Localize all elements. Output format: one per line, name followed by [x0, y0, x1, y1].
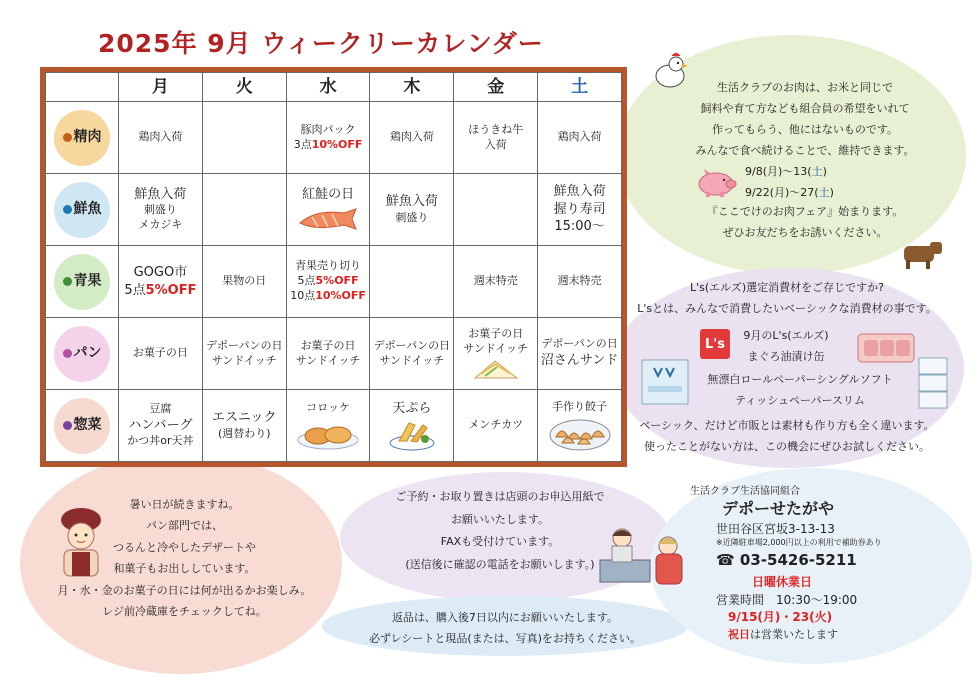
cell-fish-thu: 鮮魚入荷 刺盛り — [370, 174, 454, 246]
cell-meat-fri: ほうきね牛 入荷 — [454, 102, 538, 174]
corner-cell — [46, 73, 119, 102]
bread-circle: パン — [54, 326, 110, 382]
cell-deli-fri: メンチカツ — [454, 390, 538, 462]
sandwich-icon — [471, 358, 521, 380]
cell-deli-wed: コロッケ — [286, 390, 370, 462]
holiday-open: 祝日は営業いたします — [728, 628, 838, 641]
coop-name: 生活クラブ生活協同組合 — [690, 486, 800, 497]
cell-deli-sat: 手作り餃子 — [538, 390, 622, 462]
store-address: 世田谷区宮坂3-13-13 — [716, 522, 835, 536]
return-note: 返品は、購入後7日以内にお願いいたします。 必ずレシートと現品(または、写真)をお持ちください。 — [369, 611, 641, 645]
page-title: 2025年 9月 ウィークリーカレンダー — [98, 29, 544, 58]
store-hours: 営業時間 10:30～19:00 — [716, 593, 858, 607]
cell-meat-sat: 鶏肉入荷 — [538, 102, 622, 174]
row-label-deli — [46, 390, 119, 462]
bread-note: 暑い日が続きますね。 パン部門では、 つるんと冷やしたデザートや 和菓子もお出ししています。 月・水・金のお菓子の日には何が出るかお楽しみ。 レジ前冷蔵庫をチェックしてね。 — [57, 498, 312, 619]
bread-dot — [63, 349, 72, 358]
calendar-header-row — [46, 73, 622, 102]
tuna-can-icon — [856, 326, 916, 366]
cell-bread-mon: お菓子の日 — [119, 318, 203, 390]
row-label-fish — [46, 174, 119, 246]
cell-veg-thu — [370, 246, 454, 318]
day-tue: 火 — [202, 73, 286, 102]
day-mon: 月 — [119, 73, 203, 102]
ls-closing: ベーシック、だけど市販とは素材も作り方も全く違います。 使ったことがない方は、この機会にぜひお試しください。 — [639, 419, 935, 453]
ls-logo: L's — [700, 329, 730, 359]
cell-meat-thu: 鶏肉入荷 — [370, 102, 454, 174]
ls-products-intro: 9月のL's(エルズ) まぐろ油漬け缶 — [743, 329, 829, 363]
weekly-calendar — [40, 67, 627, 467]
holiday-dates: 9/15(月)・23(火) — [728, 610, 833, 624]
day-fri: 金 — [454, 73, 538, 102]
meat-dot — [63, 133, 72, 142]
cell-bread-fri: お菓子の日 サンドイッチ — [454, 318, 538, 390]
toilet-paper-icon — [916, 356, 950, 410]
meat-fair-note: 『ここでけのお肉フェア』始まります。 ぜひお友だちをお誘いください。 — [706, 205, 904, 239]
cell-deli-thu: 天ぷら — [370, 390, 454, 462]
ls-products: 無漂白ロールペーパーシングルソフト ティッシュペーパースリム — [707, 373, 893, 407]
salmon-icon — [296, 205, 360, 233]
croquette-icon — [296, 418, 360, 450]
row-label-bread — [46, 318, 119, 390]
cell-fish-tue — [202, 174, 286, 246]
store-name: デポーせたがや — [722, 499, 835, 518]
store-phone: 03-5426-5211 — [739, 551, 857, 569]
row-meat — [46, 102, 622, 174]
deli-dot — [63, 421, 72, 430]
cow-icon — [898, 236, 944, 270]
row-vegetables — [46, 246, 622, 318]
calendar-table — [45, 72, 622, 462]
cell-fish-wed: 紅鮭の日 — [286, 174, 370, 246]
vegetables-dot — [63, 277, 72, 286]
meat-fair-dates: 9/8(月)～13(土) 9/22(月)～27(土) — [745, 165, 834, 199]
pig-icon — [694, 166, 738, 198]
row-label-vegetables — [46, 246, 119, 318]
cell-fish-fri — [454, 174, 538, 246]
cell-veg-sat: 週末特売 — [538, 246, 622, 318]
cell-bread-sat: デポーパンの日 沼さんサンド — [538, 318, 622, 390]
row-label-meat — [46, 102, 119, 174]
cell-veg-wed: 青果売り切り 5点5%OFF 10点10%OFF — [286, 246, 370, 318]
deli-circle: 惣菜 — [54, 398, 110, 454]
cell-bread-wed: お菓子の日 サンドイッチ — [286, 318, 370, 390]
cell-bread-thu: デポーパンの日 サンドイッチ — [370, 318, 454, 390]
cell-deli-tue: エスニック (週替わり) — [202, 390, 286, 462]
cell-fish-sat: 鮮魚入荷 握り寿司 15:00～ — [538, 174, 622, 246]
cell-deli-mon: 豆腐 ハンバーグ かつ丼or天丼 — [119, 390, 203, 462]
cell-veg-mon: GOGO市 5点5%OFF — [119, 246, 203, 318]
day-wed: 水 — [286, 73, 370, 102]
day-thu: 木 — [370, 73, 454, 102]
closed-day: 日曜休業日 — [752, 575, 813, 589]
phone-line — [716, 551, 857, 569]
phone-icon: ☎ — [716, 551, 740, 569]
row-fish — [46, 174, 622, 246]
meat-circle: 精肉 — [54, 110, 110, 166]
cell-meat-wed: 豚肉パック 3点10%OFF — [286, 102, 370, 174]
cell-veg-tue: 果物の日 — [202, 246, 286, 318]
meat-note: 生活クラブのお肉は、お米と同じで 飼料や育て方なども組合員の希望をいれて 作ってもらう、他にはないものです。 みんなで食べ続けることで、維持できます。 — [695, 81, 915, 157]
cell-fish-mon: 鮮魚入荷 刺盛り メカジキ — [119, 174, 203, 246]
cell-veg-fri: 週末特売 — [454, 246, 538, 318]
order-note: ご予約・お取り置きは店頭のお申込用紙で お願いいたします。 FAXも受付けています。 (送信後に確認の電話をお願いします。) — [395, 490, 605, 571]
row-deli — [46, 390, 622, 462]
cell-meat-tue — [202, 102, 286, 174]
cell-meat-mon: 鶏肉入荷 — [119, 102, 203, 174]
fish-circle: 鮮魚 — [54, 182, 110, 238]
cell-bread-tue: デポーパンの日 サンドイッチ — [202, 318, 286, 390]
vegetables-circle: 青果 — [54, 254, 110, 310]
fish-dot — [63, 205, 72, 214]
parking-note: ※近隣駐車場2,000円以上の利用で補助券あり — [716, 538, 882, 547]
gyoza-icon — [548, 417, 612, 451]
ls-intro: L's(エルズ)選定消費材をご存じですか? L'sとは、みんなで消費したいベーシックな消費材の事です。 — [637, 281, 937, 315]
row-bread — [46, 318, 622, 390]
day-sat: 土 — [538, 73, 622, 102]
tempura-icon — [387, 419, 437, 451]
checkout-icon — [596, 524, 694, 588]
